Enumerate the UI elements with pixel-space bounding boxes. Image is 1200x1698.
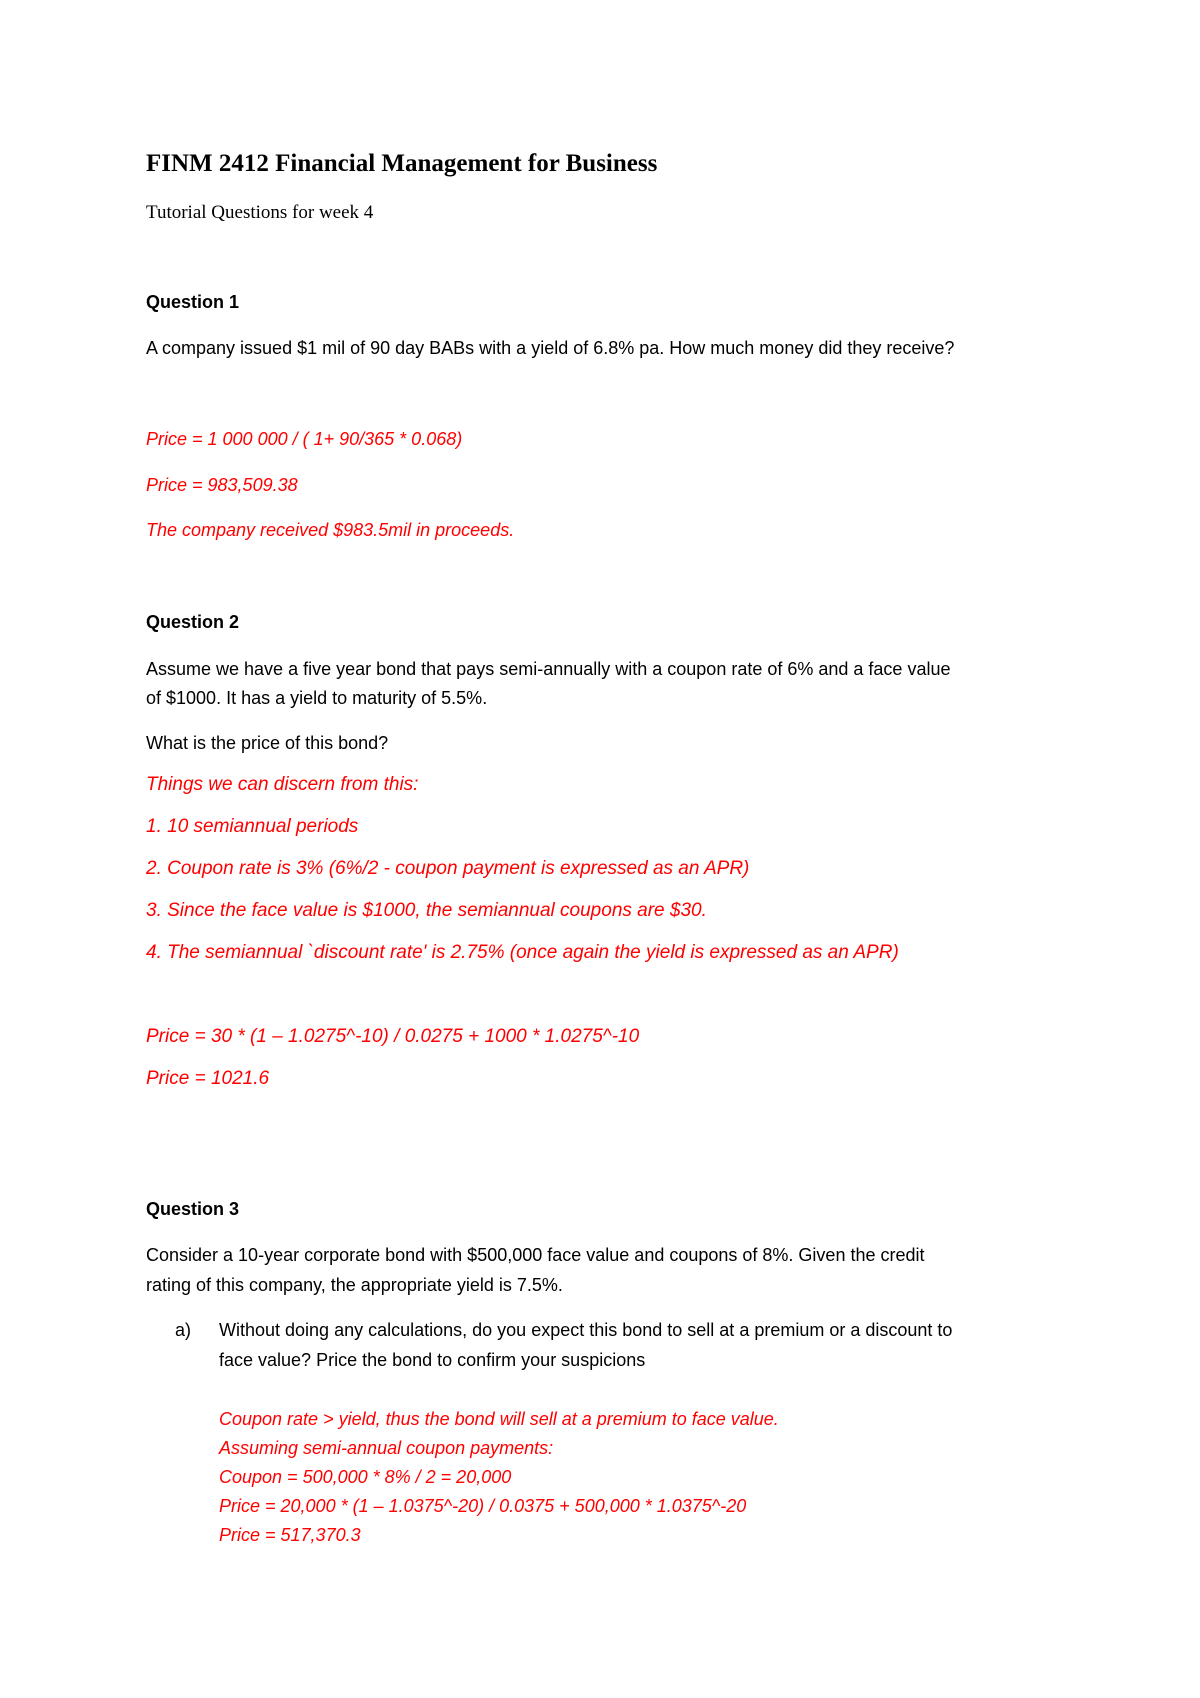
- q1-answer-line: Price = 1 000 000 / ( 1+ 90/365 * 0.068): [146, 429, 463, 449]
- q2-text-line: Assume we have a five year bond that pays semi-annually with a coupon rate of 6% and a face value: [146, 659, 951, 679]
- q2-answer-line: 1. 10 semiannual periods: [146, 816, 359, 837]
- q2-answer-line: 3. Since the face value is $1000, the semiannual coupons are $30.: [146, 900, 707, 921]
- q3-text-line: rating of this company, the appropriate yield is 7.5%.: [146, 1275, 563, 1295]
- q1-text: A company issued $1 mil of 90 day BABs with a yield of 6.8% pa. How much money did they receive?: [146, 338, 955, 358]
- q2-text-line: of $1000. It has a yield to maturity of 5.5%.: [146, 688, 488, 708]
- q2-answer-line: 2. Coupon rate is 3% (6%/2 - coupon payment is expressed as an APR): [146, 858, 750, 879]
- q3-heading: Question 3: [146, 1199, 240, 1219]
- q2-calc-line: Price = 1021.6: [146, 1068, 270, 1089]
- q1-answer-line: The company received $983.5mil in proceeds.: [146, 520, 515, 540]
- q3-part-a-answer-line: Price = 20,000 * (1 – 1.0375^-20) / 0.0375 + 500,000 * 1.0375^-20: [219, 1496, 747, 1516]
- document-subtitle: Tutorial Questions for week 4: [146, 202, 374, 223]
- q3-part-a: [175, 1320, 219, 1340]
- q2-heading: Question 2: [146, 612, 240, 632]
- q3-text-line: Consider a 10-year corporate bond with $500,000 face value and coupons of 8%. Given the credit: [146, 1245, 925, 1265]
- q1-answer-line: Price = 983,509.38: [146, 475, 298, 495]
- q3-part-a-label: a): [175, 1320, 192, 1340]
- q3-part-a-line: face value? Price the bond to confirm your suspicions: [219, 1350, 646, 1370]
- q1-heading: Question 1: [146, 292, 240, 312]
- q3-part-a-line: Without doing any calculations, do you expect this bond to sell at a premium or a discount to: [219, 1320, 953, 1340]
- q3-part-a-answer-line: Assuming semi-annual coupon payments:: [219, 1438, 554, 1458]
- q2-answer-line: Things we can discern from this:: [146, 774, 419, 795]
- q2-answer-line: 4. The semiannual `discount rate' is 2.75% (once again the yield is expressed as an APR): [146, 942, 899, 963]
- q3-part-a-answer-line: Coupon rate > yield, thus the bond will sell at a premium to face value.: [219, 1409, 779, 1429]
- q2-calc-line: Price = 30 * (1 – 1.0275^-10) / 0.0275 + 1000 * 1.0275^-10: [146, 1026, 640, 1047]
- q3-part-a-answer-line: Coupon = 500,000 * 8% / 2 = 20,000: [219, 1467, 512, 1487]
- q3-part-a-answer-line: Price = 517,370.3: [219, 1525, 361, 1545]
- q2-question: What is the price of this bond?: [146, 733, 389, 753]
- document-title: FINM 2412 Financial Management for Business: [146, 150, 658, 177]
